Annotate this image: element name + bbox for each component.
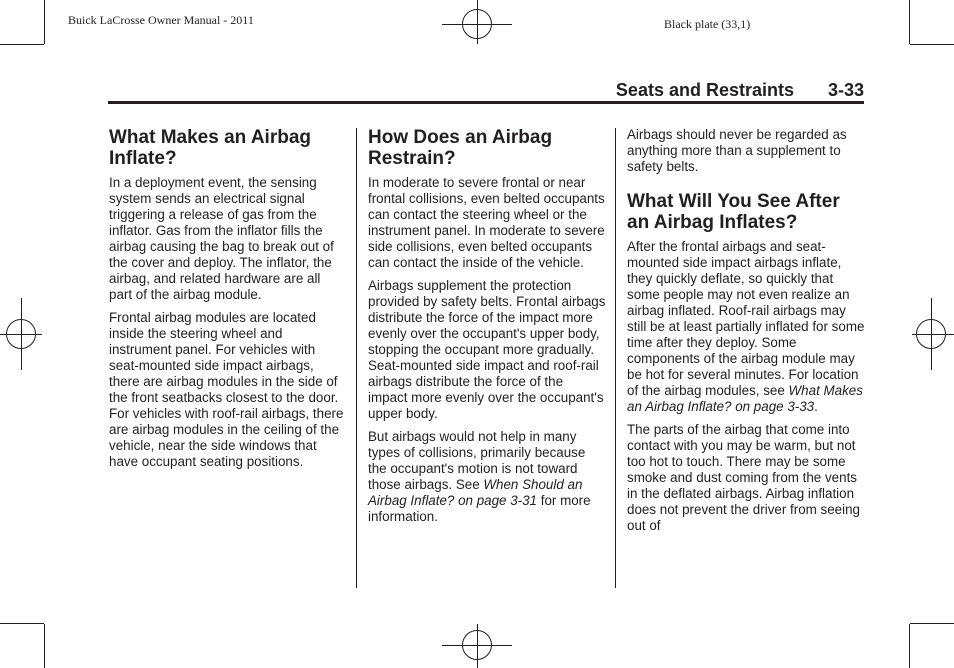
paragraph: In a deployment event, the sensing system sends an electrical signal triggering a release of gas from the inflator. Gas from the inflator fills the airbag causing the bag to break out of the cover and deploy. The inflator, the airbag, and related hardware are all part of the airbag module. (109, 175, 334, 302)
paragraph: In moderate to severe frontal or near frontal collisions, even belted occupants can contact the steering wheel or the instrument panel. In moderate to severe side collisions, even belted occupants can contact the inside of the vehicle. (368, 175, 605, 270)
column-1 (109, 127, 347, 477)
header-rule (108, 101, 864, 104)
heading-what-makes-airbag-inflate: What Makes an Airbag Inflate? (109, 127, 312, 169)
crop-mark (44, 0, 45, 44)
cross-reference-link[interactable]: When Should an Airbag Inflate? on page 3-31 (368, 477, 583, 508)
column-divider (615, 128, 616, 588)
paragraph (368, 429, 606, 525)
section-title: Seats and Restraints (615, 80, 794, 100)
column-2 (368, 127, 606, 532)
crop-mark (44, 624, 45, 668)
heading-how-does-airbag-restrain: How Does an Airbag Restrain? (368, 127, 553, 169)
crop-mark (910, 44, 954, 45)
cross-reference-link[interactable]: What Makes an Airbag Inflate? on page 3-33 (627, 383, 863, 414)
paragraph: Airbags supplement the protection provided by safety belts. Frontal airbags distribute the force of the impact more evenly over the occupant's upper body, stopping the occupant more gradually. Seat-mounted side impact and roof-rail airbags distribute the force of the impact more evenly over the occupant's upper body. (368, 278, 606, 421)
crop-mark (909, 624, 910, 668)
paragraph-text: But airbags would not help in many types of collisions, primarily because the occupant's motion is not toward those airbags. See (368, 429, 586, 492)
column-3 (627, 127, 865, 541)
column-divider (356, 128, 357, 588)
running-header (108, 80, 864, 102)
paragraph: Frontal airbag modules are located inside the steering wheel and instrument panel. For vehicles with seat-mounted side impact airbags, there are airbag modules in the side of the front seatbacks closest to the door. For vehicles with roof-rail airbags, there are airbag modules in the ceiling of the vehicle, near the side windows that have occupant seating positions. (109, 310, 344, 469)
paragraph-text: . (814, 399, 818, 414)
paragraph-text: After the frontal airbags and seat-mounted side impact airbags inflate, they quickly deflate, so quickly that some people may not even realize an airbag inflated. Roof-rail airbags may still be at least partially inflated for some time after they deploy. Some components of the airbag module may be hot for several minutes. For location of the airbag modules, see (627, 239, 865, 398)
plate-info-left: Buick LaCrosse Owner Manual - 2011 (68, 13, 254, 27)
crop-mark (909, 0, 910, 44)
paragraph-text: for more information. (368, 493, 591, 524)
plate-info-right: Black plate (33,1) (664, 17, 751, 31)
heading-what-will-you-see: What Will You See After an Airbag Inflates? (627, 191, 840, 233)
crop-mark (0, 44, 44, 45)
crop-mark (910, 623, 954, 624)
crop-mark (0, 623, 44, 624)
paragraph (627, 239, 865, 415)
paragraph: The parts of the airbag that come into contact with you may be warm, but not too hot to touch. There may be some smoke and dust coming from the vents in the deflated airbags. Airbag inflation does not prevent the driver from seeing out of (627, 422, 860, 533)
paragraph: Airbags should never be regarded as anything more than a supplement to safety belts. (627, 127, 847, 174)
page-number: 3-33 (827, 80, 864, 100)
